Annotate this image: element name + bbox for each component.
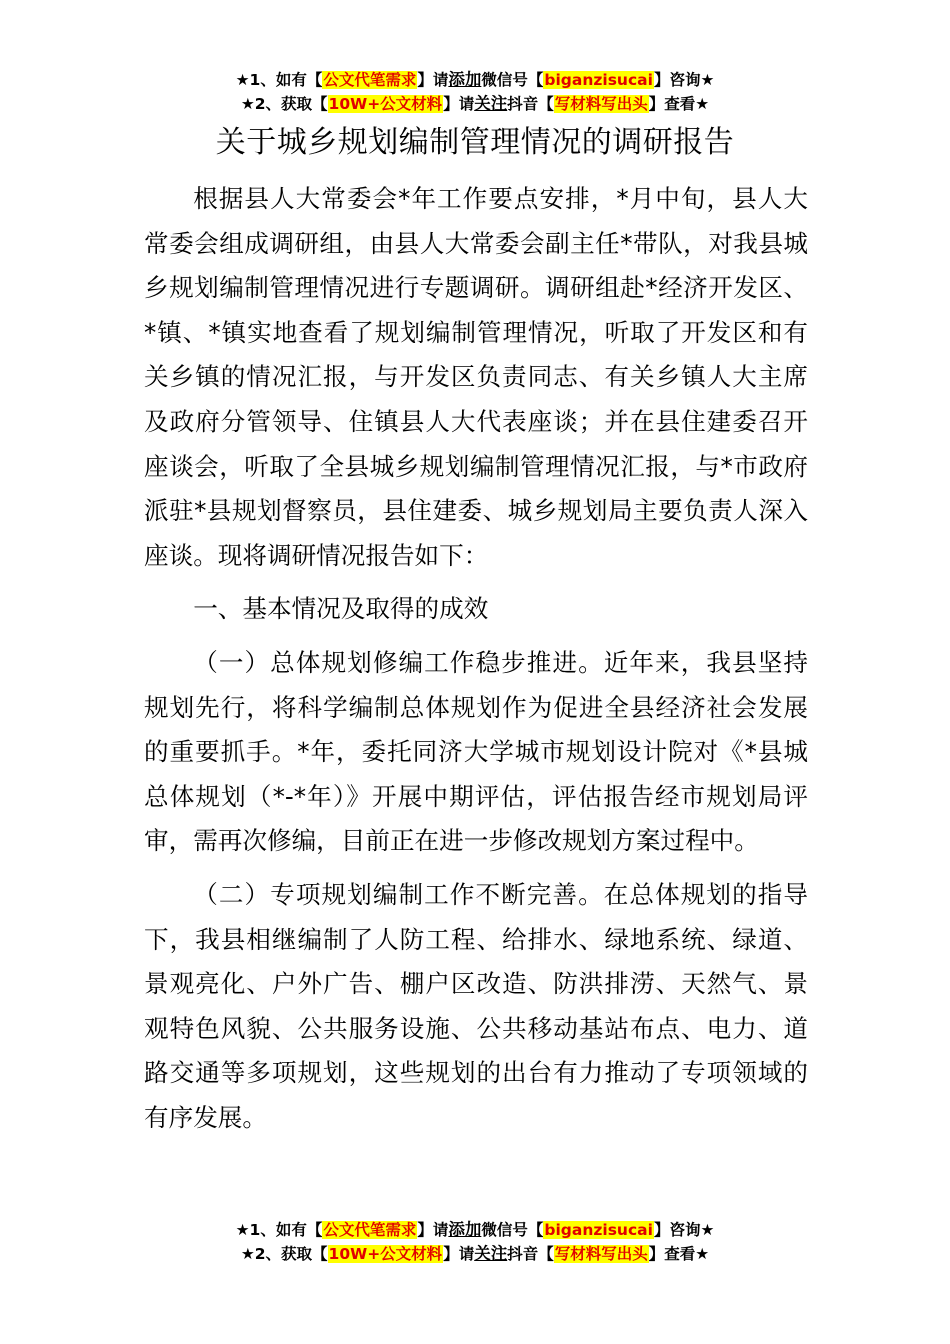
promo-underlined: 关注 (474, 1244, 508, 1263)
promo-text: 微信号【 (481, 1221, 544, 1239)
promo-underlined: 关注 (474, 94, 508, 113)
promo-text: 】咨询★ (653, 71, 715, 89)
promo-underlined: 添加 (448, 70, 482, 89)
promo-highlight: 公文代笔需求 (323, 71, 417, 89)
promo-text: 抖音【 (507, 95, 554, 113)
promo-highlight: biganzisucai (544, 71, 653, 89)
promo-line-1 (0, 1218, 950, 1242)
paragraph-overall-planning: （一）总体规划修编工作稳步推进。近年来，我县坚持规划先行，将科学编制总体规划作为促进全县经济社会发展的重要抓手。*年，委托同济大学城市规划设计院对《*县城总体规划（*-*年）》开展中期评估，评估报告经市规划局评审，需再次修编，目前正在进一步修改规划方案过程中。 (144, 647, 808, 856)
promo-text: 】查看★ (648, 95, 710, 113)
promo-highlight: 10W+公文材料 (328, 95, 443, 113)
promo-highlight: biganzisucai (544, 1221, 653, 1239)
promo-text: 】请 (417, 1221, 449, 1239)
promo-text: 】请 (417, 71, 449, 89)
paragraph-intro: 根据县人大常委会*年工作要点安排，*月中旬，县人大常委会组成调研组，由县人大常委会副主任*带队，对我县城乡规划编制管理情况进行专题调研。调研组赴*经济开发区、*镇、*镇实地查看了规划编制管理情况，听取了开发区和有关乡镇的情况汇报，与开发区负责同志、有关乡镇人大主席及政府分管领导、住镇县人大代表座谈；并在县住建委召开座谈会，听取了全县城乡规划编制管理情况汇报，与*市政府派驻*县规划督察员，县住建委、城乡规划局主要负责人深入座谈。现将调研情况报告如下： (144, 184, 808, 570)
promo-text: ★1、如有【 (235, 1221, 323, 1239)
promo-text: 】查看★ (648, 1245, 710, 1263)
promo-highlight: 10W+公文材料 (328, 1245, 443, 1263)
document-title: 关于城乡规划编制管理情况的调研报告 (215, 125, 735, 160)
promo-banner-bottom (0, 1218, 950, 1266)
promo-highlight: 写材料写出头 (554, 1245, 648, 1263)
promo-line-1 (0, 68, 950, 92)
promo-banner-top (0, 68, 950, 116)
promo-text: ★2、获取【 (240, 95, 328, 113)
promo-text: ★2、获取【 (240, 1245, 328, 1263)
promo-text: ★1、如有【 (235, 71, 323, 89)
promo-line-2 (0, 1242, 950, 1266)
promo-underlined: 添加 (448, 1220, 482, 1239)
promo-text: 】咨询★ (653, 1221, 715, 1239)
promo-text: 】请 (443, 1245, 475, 1263)
promo-highlight: 公文代笔需求 (323, 1221, 417, 1239)
paragraph-special-planning: （二）专项规划编制工作不断完善。在总体规划的指导下，我县相继编制了人防工程、给排水、绿地系统、绿道、景观亮化、户外广告、棚户区改造、防洪排涝、天然气、景观特色风貌、公共服务设施、公共移动基站布点、电力、道路交通等多项规划，这些规划的出台有力推动了专项领域的有序发展。 (144, 879, 808, 1132)
promo-text: 抖音【 (507, 1245, 554, 1263)
document-body (144, 177, 808, 1149)
promo-line-2 (0, 92, 950, 116)
promo-highlight: 写材料写出头 (554, 95, 648, 113)
promo-text: 】请 (443, 95, 475, 113)
promo-text: 微信号【 (481, 71, 544, 89)
section-heading: 一、基本情况及取得的成效 (193, 594, 489, 624)
